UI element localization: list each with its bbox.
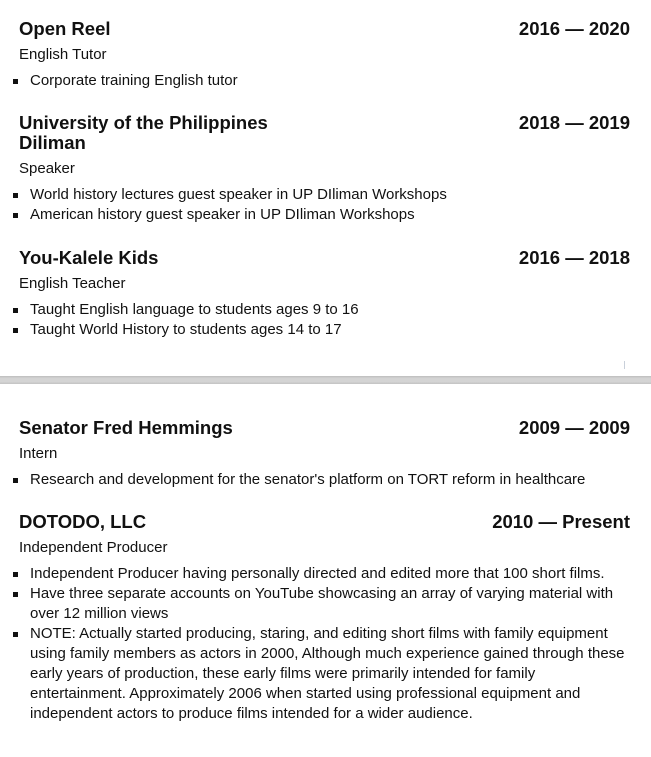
organization-name: Open Reel: [19, 18, 111, 39]
square-bullet-icon: [13, 592, 18, 597]
job-title: Speaker: [19, 160, 75, 177]
bullet-list: [0, 470, 651, 490]
square-bullet-icon: [13, 193, 18, 198]
bullet-item: [0, 584, 651, 624]
bullet-text: World history lectures guest speaker in UP DIliman Workshops: [30, 186, 447, 203]
bullet-item: [0, 205, 651, 225]
document-page-2: [0, 384, 651, 757]
bullet-text: Have three separate accounts on YouTube showcasing an array of varying material with over 12 million views: [30, 585, 614, 622]
job-title: Independent Producer: [19, 539, 168, 556]
page-break-separator: [0, 376, 651, 384]
bullet-list: [0, 71, 651, 91]
bullet-item: [0, 470, 651, 490]
bullet-item: [0, 185, 651, 205]
date-range: 2010 — Present: [492, 511, 630, 532]
bullet-list: [0, 185, 651, 225]
bullet-item: [0, 320, 651, 340]
document-page-1: [0, 0, 651, 376]
bullet-text: Taught World History to students ages 14 to 17: [30, 321, 342, 338]
experience-entry-up-diliman: [0, 113, 651, 225]
text-cursor-mark: [624, 361, 625, 369]
bullet-item: [0, 624, 651, 724]
organization-name: You-Kalele Kids: [19, 247, 159, 268]
entry-header: [0, 113, 651, 153]
experience-entry-senator-fred-hemmings: [0, 418, 651, 490]
bullet-text: Corporate training English tutor: [30, 72, 238, 89]
square-bullet-icon: [13, 632, 18, 637]
bullet-item: [0, 300, 651, 320]
entry-header: [0, 19, 651, 39]
experience-entry-open-reel: [0, 19, 651, 91]
date-range: 2009 — 2009: [518, 417, 630, 438]
bullet-text: American history guest speaker in UP DIliman Workshops: [30, 206, 415, 223]
square-bullet-icon: [13, 79, 18, 84]
bullet-list: [0, 564, 651, 724]
experience-entry-you-kalele-kids: [0, 248, 651, 340]
organization-name: Senator Fred Hemmings: [19, 417, 233, 438]
job-title: Intern: [19, 445, 58, 462]
bullet-text: Research and development for the senator's platform on TORT reform in healthcare: [30, 471, 586, 488]
square-bullet-icon: [13, 328, 18, 333]
square-bullet-icon: [13, 308, 18, 313]
square-bullet-icon: [13, 572, 18, 577]
entry-header: [0, 512, 651, 532]
bullet-text: NOTE: Actually started producing, staring, and editing short films with family equipment using family members as actors in 2000, Although much experience gained through these early years of production, these early films were primarily intended for family entertainment. Approximately 2006 when started using professional equipment and independent actors to produce films intended for a wider audience.: [30, 625, 625, 722]
date-range: 2016 — 2020: [518, 18, 630, 39]
job-title: English Teacher: [19, 275, 126, 292]
experience-entry-dotodo-llc: [0, 512, 651, 724]
entry-header: [0, 418, 651, 438]
job-title: English Tutor: [19, 46, 107, 63]
bullet-item: [0, 564, 651, 584]
organization-name: University of the Philippines Diliman: [19, 112, 268, 153]
date-range: 2018 — 2019: [518, 112, 630, 133]
organization-name: DOTODO, LLC: [19, 511, 147, 532]
bullet-item: [0, 71, 651, 91]
date-range: 2016 — 2018: [518, 247, 630, 268]
square-bullet-icon: [13, 478, 18, 483]
square-bullet-icon: [13, 213, 18, 218]
entry-header: [0, 248, 651, 268]
bullet-text: Independent Producer having personally directed and edited more that 100 short films.: [30, 565, 605, 582]
bullet-list: [0, 300, 651, 340]
bullet-text: Taught English language to students ages 9 to 16: [30, 301, 359, 318]
